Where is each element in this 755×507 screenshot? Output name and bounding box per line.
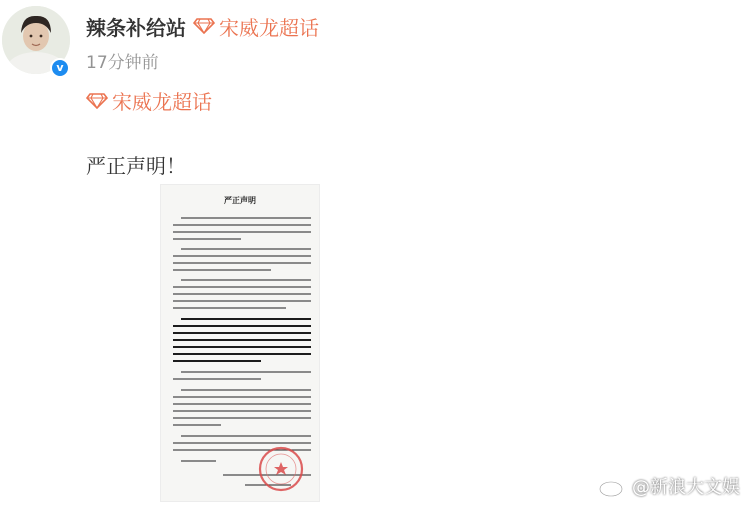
- statement-document-image[interactable]: [160, 184, 320, 502]
- document-title: 严正声明: [224, 195, 256, 205]
- topic-link-label: 宋威龙超话: [112, 90, 212, 114]
- watermark-label: @新浪大文娱: [632, 477, 740, 498]
- topic-link[interactable]: [86, 86, 212, 115]
- weibo-icon: [598, 475, 628, 497]
- weibo-watermark: [598, 473, 740, 499]
- document-text-lines: [161, 185, 320, 502]
- verified-badge-icon: v: [50, 58, 70, 78]
- diamond-icon: [86, 93, 108, 109]
- post-text: 严正声明！: [86, 154, 186, 178]
- post-timestamp[interactable]: 17分钟前: [86, 53, 159, 73]
- author-name[interactable]: 辣条补给站: [86, 16, 186, 40]
- topic-tag-label: 宋威龙超话: [219, 15, 319, 40]
- topic-tag[interactable]: [193, 12, 319, 40]
- diamond-icon: [193, 18, 215, 34]
